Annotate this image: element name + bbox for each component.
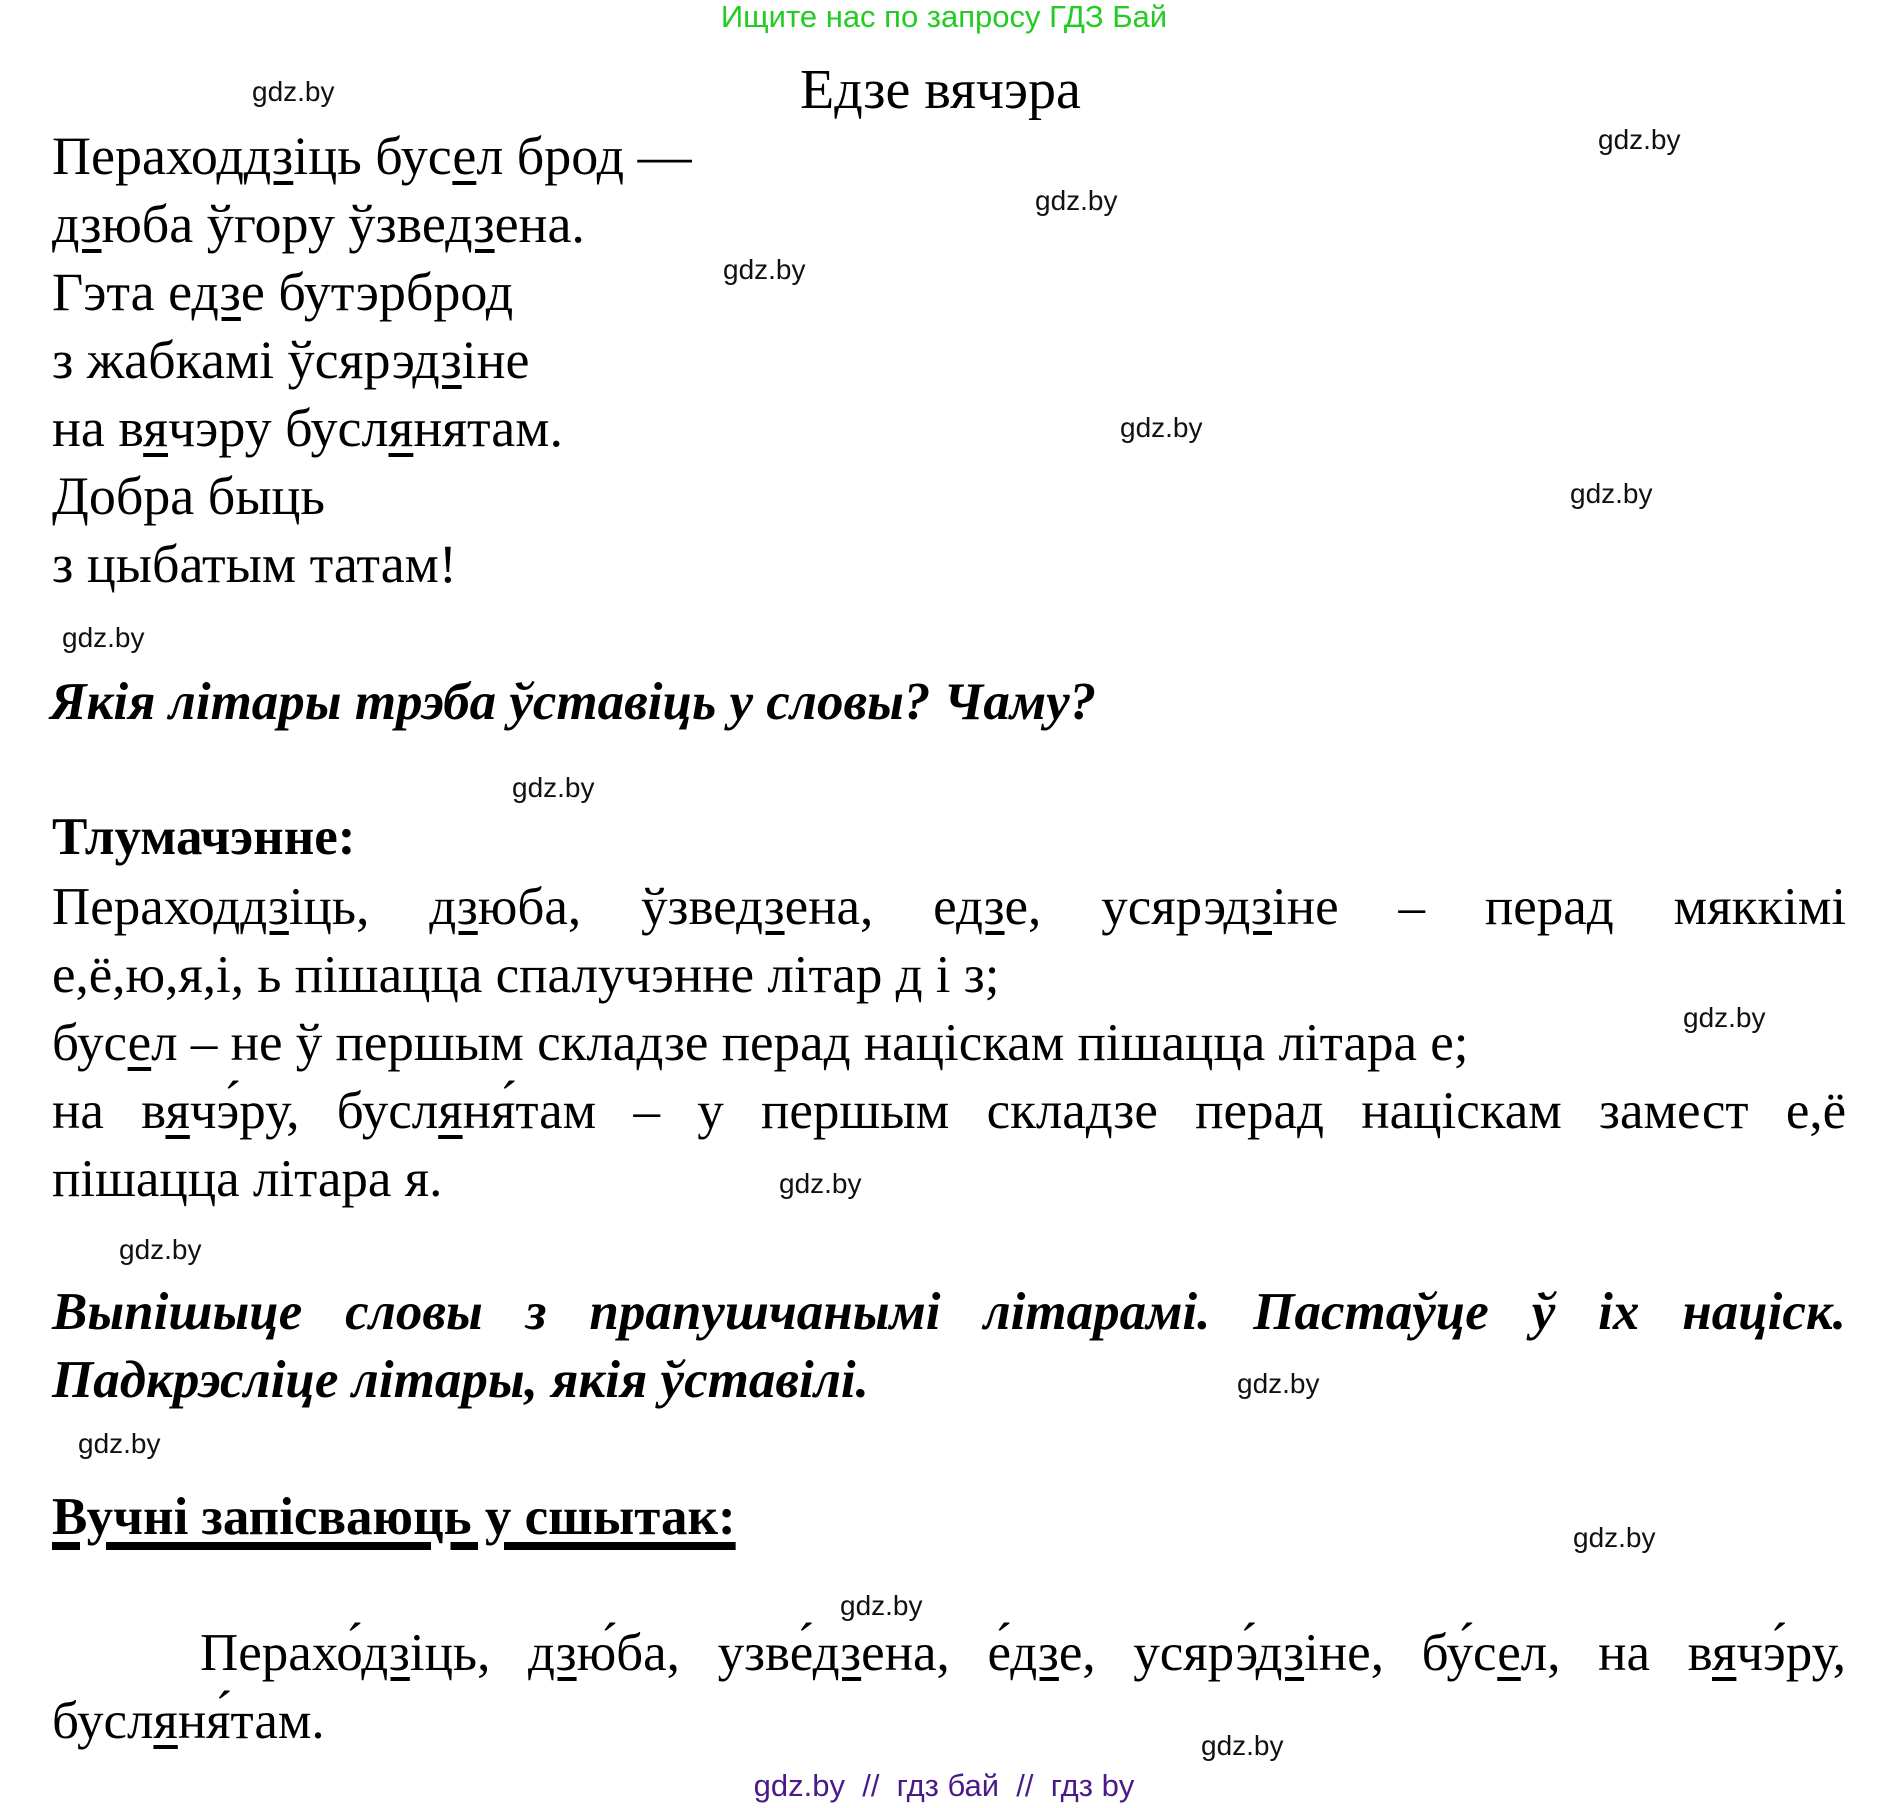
text: складзе [986, 1082, 1158, 1140]
inserted-letters: дз [240, 878, 289, 936]
text: узве́ [717, 1624, 813, 1682]
task-instruction [52, 1278, 1846, 1414]
text: – [633, 1082, 660, 1140]
answer-line-1 [52, 1619, 1846, 1687]
text: перад [1195, 1082, 1325, 1140]
inserted-letters: дз [528, 1624, 577, 1682]
poem-line-5 [52, 398, 563, 458]
text: замест [1599, 1082, 1749, 1140]
text: л – не ў першым складзе перад націскам пішацца літара е; [151, 1014, 1469, 1072]
text: ўзве [641, 878, 736, 936]
poem-line-3 [52, 262, 513, 322]
text: у [697, 1082, 724, 1140]
text: з [525, 1283, 547, 1341]
text: бусл [336, 1082, 439, 1140]
text: усярэ́ [1133, 1624, 1256, 1682]
text: Выпішыце [52, 1283, 303, 1341]
watermark: gdz.by [78, 1428, 161, 1459]
watermark: gdz.by [119, 1234, 202, 1265]
text: усярэ [1101, 878, 1224, 936]
inserted-letters: дз [1223, 878, 1272, 936]
watermark: gdz.by [1573, 1522, 1656, 1553]
watermark: gdz.by [1201, 1730, 1284, 1761]
watermark: gdz.by [1598, 124, 1681, 155]
inserted-letters: я [438, 1082, 463, 1140]
explanation-line-4 [52, 1077, 1846, 1145]
text: ня́там [462, 1082, 597, 1140]
watermark: gdz.by [1570, 478, 1653, 509]
poem-line-4 [52, 330, 530, 390]
text: першым [760, 1082, 950, 1140]
inserted-letters: е [127, 1014, 152, 1072]
watermark: gdz.by [1683, 1002, 1766, 1033]
text: націск. [1682, 1283, 1847, 1341]
text: бу́с [1421, 1624, 1498, 1682]
explanation-heading: Тлумачэнне: [52, 808, 356, 866]
poem-line-6: Добра быць [52, 466, 326, 526]
text: – [1398, 878, 1425, 936]
inserted-letters: я [1712, 1624, 1737, 1682]
task-line-1 [52, 1278, 1846, 1346]
text: іць, [409, 1624, 491, 1682]
poem-line-7: з цыбатым татам! [52, 534, 457, 594]
watermark: gdz.by [62, 622, 145, 653]
watermark: gdz.by [1237, 1368, 1320, 1399]
text: іх [1598, 1283, 1640, 1341]
inserted-letters: дз [955, 878, 1005, 936]
inserted-letters: е [452, 126, 477, 186]
inserted-letters: дз [243, 126, 294, 186]
inserted-letters: дз [191, 262, 241, 322]
text: чэ́ру, [1736, 1624, 1847, 1682]
inserted-letters: дз [1010, 1624, 1059, 1682]
text: націскам [1361, 1082, 1562, 1140]
text: юба, [477, 878, 582, 936]
poem-title: Едзе вячэра [800, 59, 1081, 121]
inserted-letters: е [1497, 1624, 1521, 1682]
inserted-letters: дз [412, 330, 462, 390]
text: на [52, 1082, 104, 1140]
notebook-heading: Вучні запісваюць у сшытак: [52, 1488, 736, 1546]
text: е, [1004, 878, 1042, 936]
watermark: gdz.by [252, 76, 335, 107]
text: ня́там. [177, 1692, 325, 1750]
text: е бутэрброд [240, 262, 514, 322]
text: е [933, 878, 956, 936]
watermark: gdz.by [512, 772, 595, 803]
text: літарамі. [983, 1283, 1211, 1341]
text: перад [1484, 878, 1614, 936]
inserted-letters: дз [361, 1624, 410, 1682]
text: юба ўгору ўзве [101, 194, 446, 254]
text: словы [345, 1283, 483, 1341]
text: іць, [288, 878, 370, 936]
text: Гэта е [52, 262, 192, 322]
text: нятам. [413, 398, 563, 458]
text: е, [1058, 1624, 1096, 1682]
top-banner: Ищите нас по запросу ГДЗ Бай [720, 0, 1168, 34]
text: іць бус [293, 126, 453, 186]
text: Пастаўце [1253, 1283, 1489, 1341]
text: е,ё [1785, 1082, 1847, 1140]
text: іне, [1304, 1624, 1384, 1682]
inserted-letters: я [388, 398, 414, 458]
text: в [1687, 1624, 1712, 1682]
text: л брод — [476, 126, 692, 186]
text: ў [1531, 1283, 1556, 1341]
question: Якія літары трэба ўставіць у словы? Чаму? [50, 673, 1097, 731]
notebook-answer [52, 1619, 1846, 1755]
text: л, [1520, 1624, 1561, 1682]
text: на в [52, 398, 144, 458]
text: іне [1271, 878, 1339, 936]
answer-line-2 [52, 1687, 1846, 1755]
watermark: gdz.by [1120, 412, 1203, 443]
task-line-2: Падкрэсліце літары, якія ўставілі. [52, 1351, 869, 1409]
text: Пераход [52, 126, 244, 186]
text: мяккімі [1673, 878, 1847, 936]
explanation-text [52, 873, 1846, 1213]
inserted-letters: я [153, 1692, 178, 1750]
inserted-letters: я [165, 1082, 190, 1140]
poem-line-1 [52, 126, 692, 186]
text: ена, [784, 878, 874, 936]
explanation-line-5: пішацца літара я. [52, 1150, 443, 1208]
inserted-letters: я [143, 398, 168, 458]
watermark: gdz.by [1035, 185, 1118, 216]
text: ена, [861, 1624, 950, 1682]
text: на [1598, 1624, 1651, 1682]
text: ена. [494, 194, 585, 254]
watermark: gdz.by [840, 1590, 923, 1621]
text: прапушчанымі [589, 1283, 941, 1341]
text: Пераход [52, 878, 241, 936]
text: чэру бусл [168, 398, 389, 458]
inserted-letters: дз [445, 194, 495, 254]
explanation-line-3 [52, 1009, 1846, 1077]
inserted-letters: дз [1255, 1624, 1305, 1682]
text: ю́ба, [576, 1624, 680, 1682]
inserted-letters: дз [52, 194, 102, 254]
inserted-letters: дз [812, 1624, 862, 1682]
watermark: gdz.by [779, 1168, 862, 1199]
text: бус [52, 1014, 128, 1072]
text: бусл [52, 1692, 154, 1750]
text: в [141, 1082, 166, 1140]
inserted-letters: дз [736, 878, 785, 936]
text: з жабкамі ўсярэ [52, 330, 413, 390]
text: чэ́ру, [189, 1082, 300, 1140]
text: Перахо́ [200, 1624, 362, 1682]
explanation-line-2: е,ё,ю,я,і, ь пішацца спалучэнне літар д і з; [52, 946, 1000, 1004]
text: е́ [987, 1624, 1011, 1682]
inserted-letters: дз [429, 878, 478, 936]
text: іне [461, 330, 530, 390]
explanation-line-1 [52, 873, 1846, 941]
footer-links: gdz.by // гдз бай // гдз by [753, 1768, 1135, 1803]
watermark: gdz.by [723, 254, 806, 285]
poem-line-2 [52, 194, 585, 254]
